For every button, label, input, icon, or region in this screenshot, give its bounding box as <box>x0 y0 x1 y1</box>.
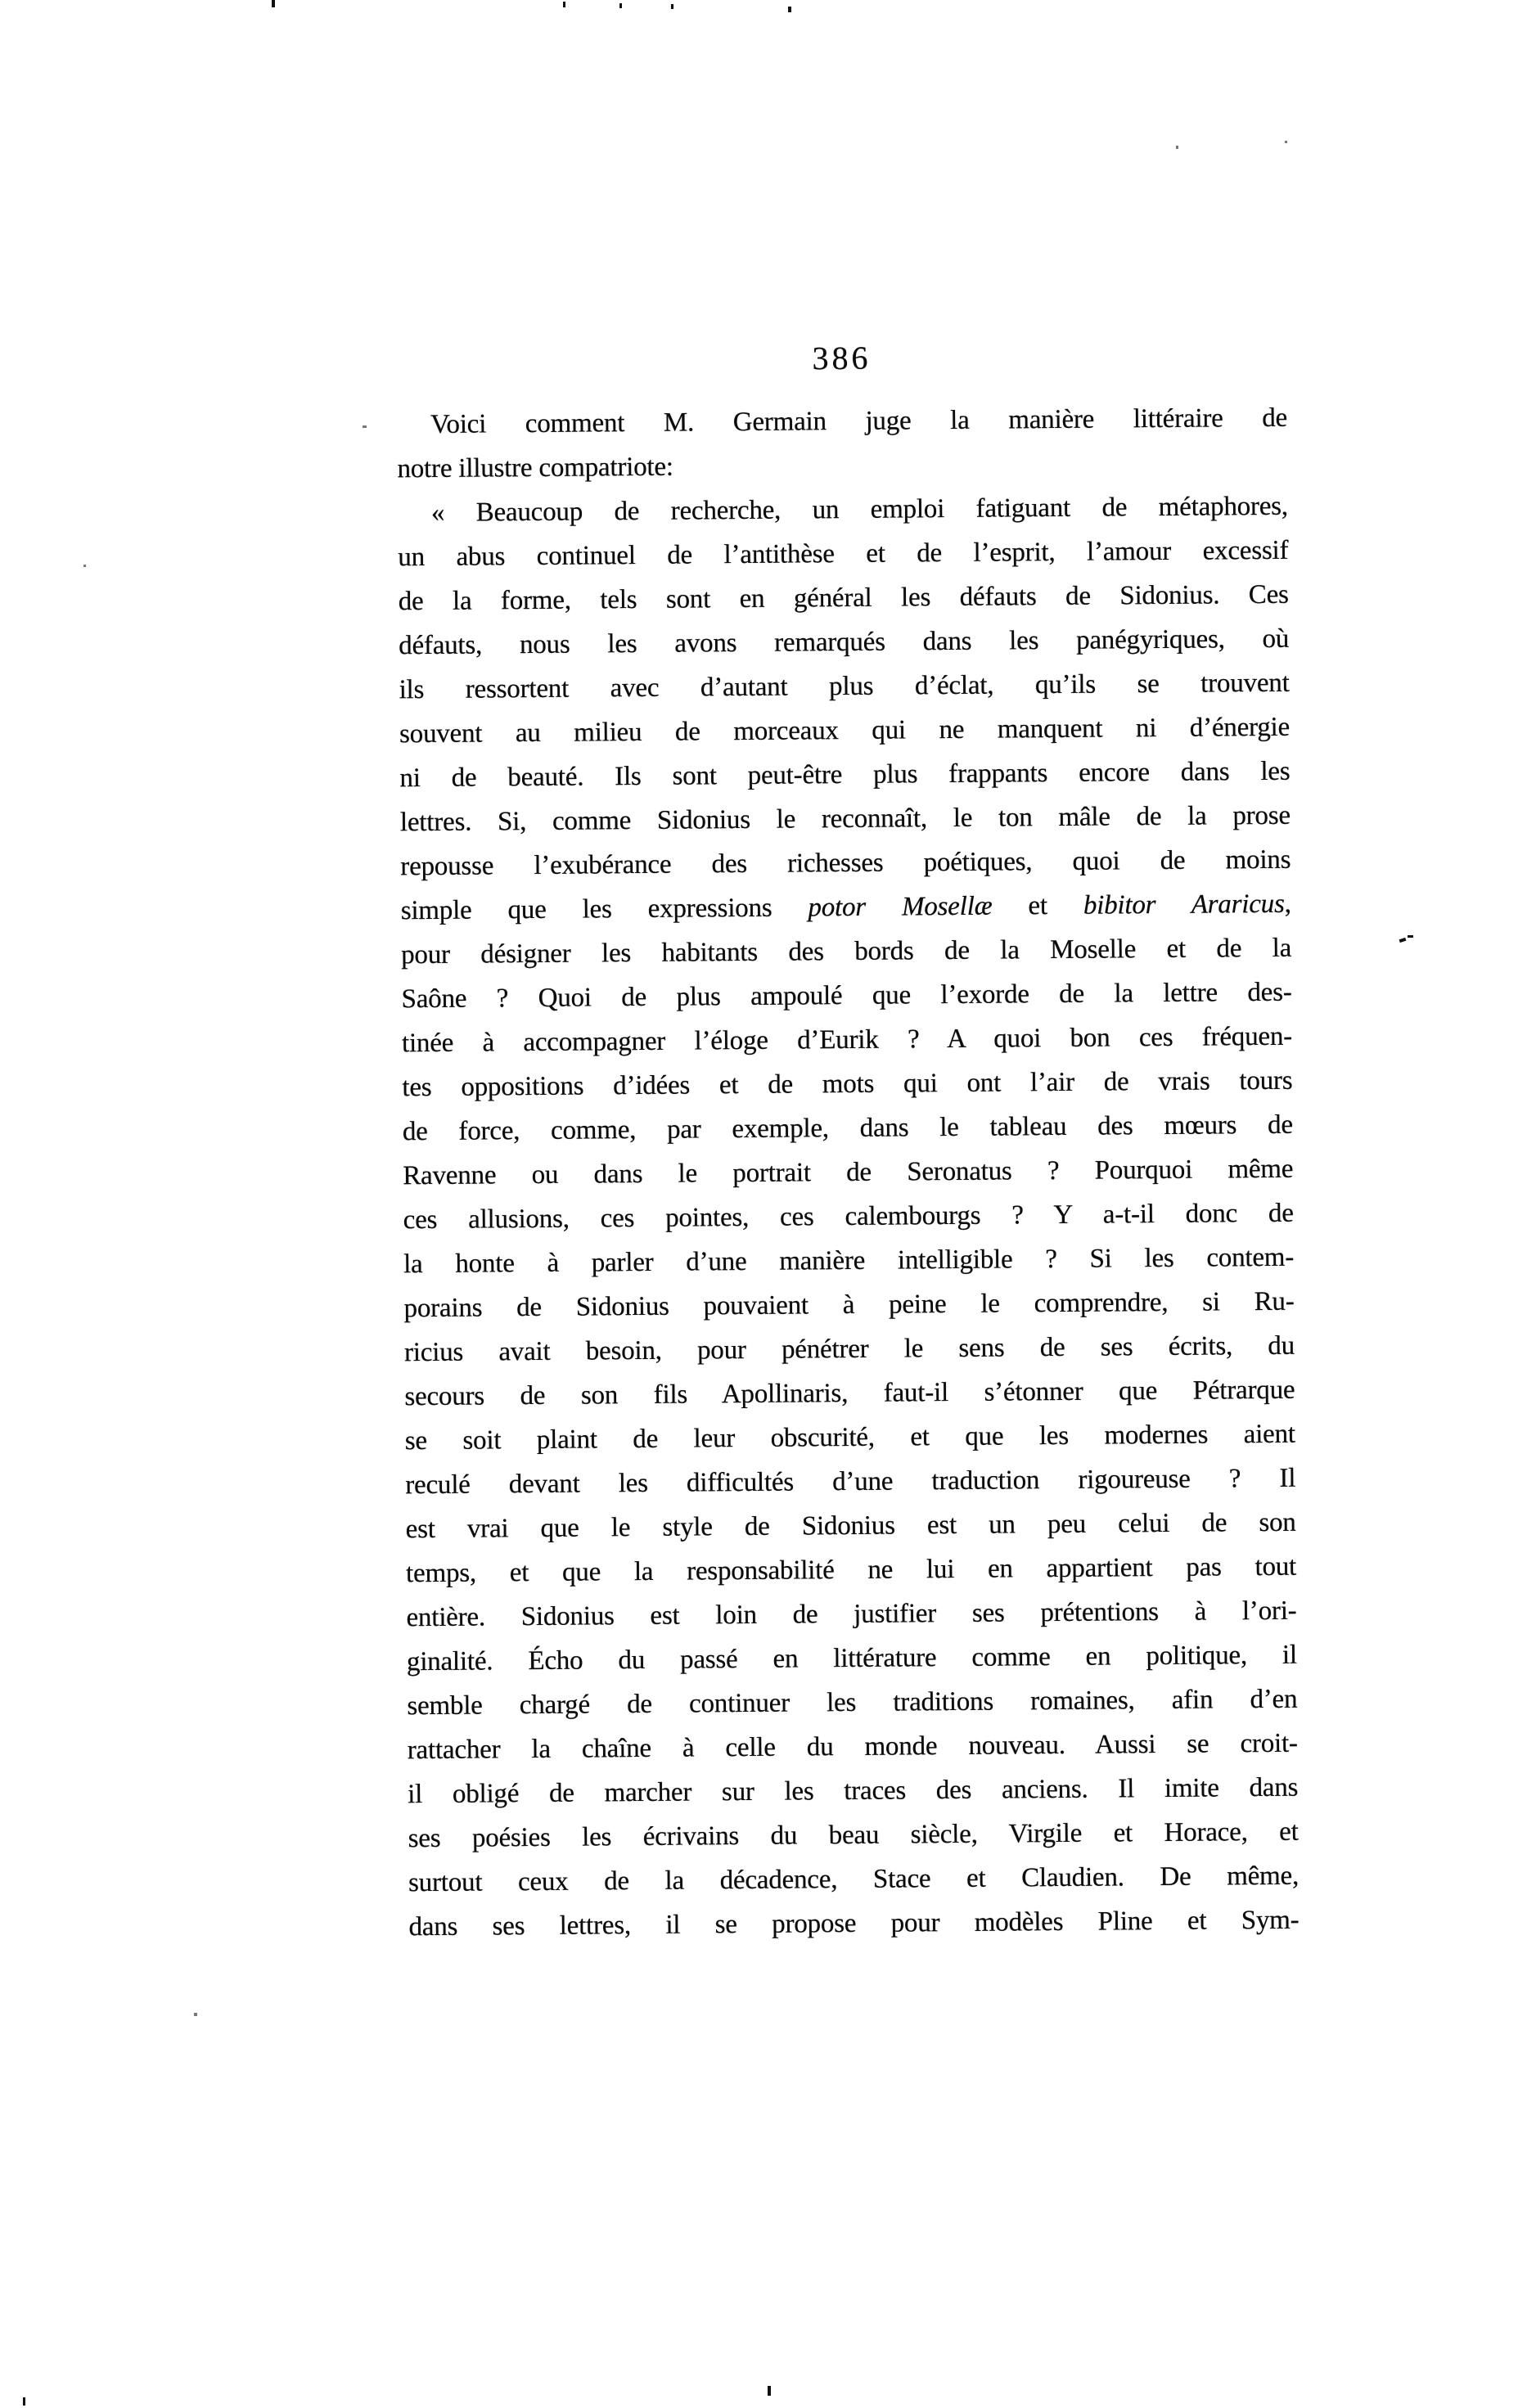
scan-artifact <box>272 0 275 7</box>
paragraph-quote <box>398 484 1300 1949</box>
scan-artifact <box>619 3 622 8</box>
text-segment: et <box>992 890 1084 921</box>
text-line: « Beaucoup de recherche, un emploi fatiguant de métaphores, <box>430 491 1289 528</box>
text-block <box>396 339 1299 1949</box>
ink-speck <box>194 2013 197 2016</box>
text-line: lettres. Si, comme Sidonius le reconnaît, le ton mâle de la prose <box>399 800 1291 838</box>
text-line: semble chargé de continuer les traditions romaines, afin d’en <box>407 1684 1298 1722</box>
text-line: ricius avait besoin, pour pénétrer le sens de ses écrits, du <box>403 1330 1295 1368</box>
text-line: repousse l’exubérance des richesses poétiques, quoi de moins <box>400 844 1291 882</box>
text-line: la honte à parler d’une manière intelligible ? Si les contem- <box>403 1242 1295 1280</box>
latin-phrase: potor Mosellæ <box>808 891 993 923</box>
text-line: souvent au milieu de morceaux qui ne manquent ni d’énergie <box>399 712 1291 749</box>
text-line: rattacher la chaîne à celle du monde nouveau. Aussi se croit- <box>407 1728 1298 1766</box>
text-line-with-latin-italics <box>401 882 1291 934</box>
text-line: ses poésies les écrivains du beau siècle, Virgile et Horace, et <box>408 1816 1299 1854</box>
text-line: se soit plaint de leur obscurité, et que les modernes aient <box>404 1419 1295 1456</box>
ink-speck <box>1285 141 1287 143</box>
page-number: 386 <box>812 339 872 377</box>
ink-speck <box>83 565 86 567</box>
scan-artifact <box>768 2386 771 2396</box>
text-line: notre illustre compatriote: <box>397 452 673 484</box>
text-line: Ravenne ou dans le portrait de Seronatus ? Pourquoi même <box>403 1154 1294 1191</box>
text-line: un abus continuel de l’antithèse et de l’esprit, l’amour excessif <box>398 535 1289 573</box>
text-line: tinée à accompagner l’éloge d’Eurik ? A quoi bon ces fréquen- <box>401 1021 1293 1059</box>
text-line: de force, comme, par exemple, dans le tableau des mœurs de <box>402 1109 1293 1147</box>
text-line: tes oppositions d’idées et de mots qui ont l’air de vrais tours <box>402 1065 1293 1103</box>
text-line: temps, et que la responsabilité ne lui en appartient pas tout <box>405 1551 1297 1589</box>
text-line: ni de beauté. Ils sont peut-être plus frappants encore dans les <box>399 756 1291 794</box>
scan-artifact <box>563 2 565 7</box>
text-line: Voici comment M. Germain juge la manière littéraire de <box>430 403 1288 439</box>
margin-mark <box>1408 935 1413 938</box>
ink-speck <box>363 425 367 428</box>
text-line: secours de son fils Apollinaris, faut-il s’étonner que Pétrarque <box>404 1375 1295 1412</box>
text-line: surtout ceux de la décadence, Stace et Claudien. De même, <box>408 1861 1300 1898</box>
text-line: ces allusions, ces pointes, ces calembourgs ? Y a-t-il donc de <box>403 1198 1294 1236</box>
scan-artifact <box>671 4 673 9</box>
text-line: défauts, nous les avons remarqués dans les panégyriques, où <box>399 623 1290 661</box>
paragraph-intro <box>397 396 1288 492</box>
text-segment: simple que les expressions <box>400 893 809 926</box>
scan-artifact <box>788 7 791 12</box>
text-line: entière. Sidonius est loin de justifier ses prétentions à l’ori- <box>406 1596 1297 1633</box>
text-line: de la forme, tels sont en général les défauts de Sidonius. Ces <box>398 579 1289 617</box>
text-line: porains de Sidonius pouvaient à peine le comprendre, si Ru- <box>403 1286 1295 1324</box>
text-line: est vrai que le style de Sidonius est un peu celui de son <box>405 1507 1296 1545</box>
text-line: reculé devant les difficultés d’une traduction rigoureuse ? Il <box>405 1463 1296 1501</box>
text-line: pour désigner les habitants des bords de la Moselle et de la <box>401 933 1292 970</box>
text-line: ils ressortent avec d’autant plus d’éclat, qu’ils se trouvent <box>399 668 1290 705</box>
latin-phrase: bibitor Araricus <box>1083 889 1285 920</box>
text-line: Saône ? Quoi de plus ampoulé que l’exorde de la lettre des- <box>401 977 1292 1015</box>
scan-artifact <box>23 2397 25 2406</box>
text-line: il obligé de marcher sur les traces des anciens. Il imite dans <box>408 1772 1299 1810</box>
margin-mark <box>1399 938 1407 943</box>
text-line: ginalité. Écho du passé en littérature comme en politique, il <box>406 1640 1298 1677</box>
text-segment: , <box>1284 889 1291 919</box>
text-line: dans ses lettres, il se propose pour modèles Pline et Sym- <box>408 1905 1300 1942</box>
ink-speck <box>1176 146 1178 149</box>
